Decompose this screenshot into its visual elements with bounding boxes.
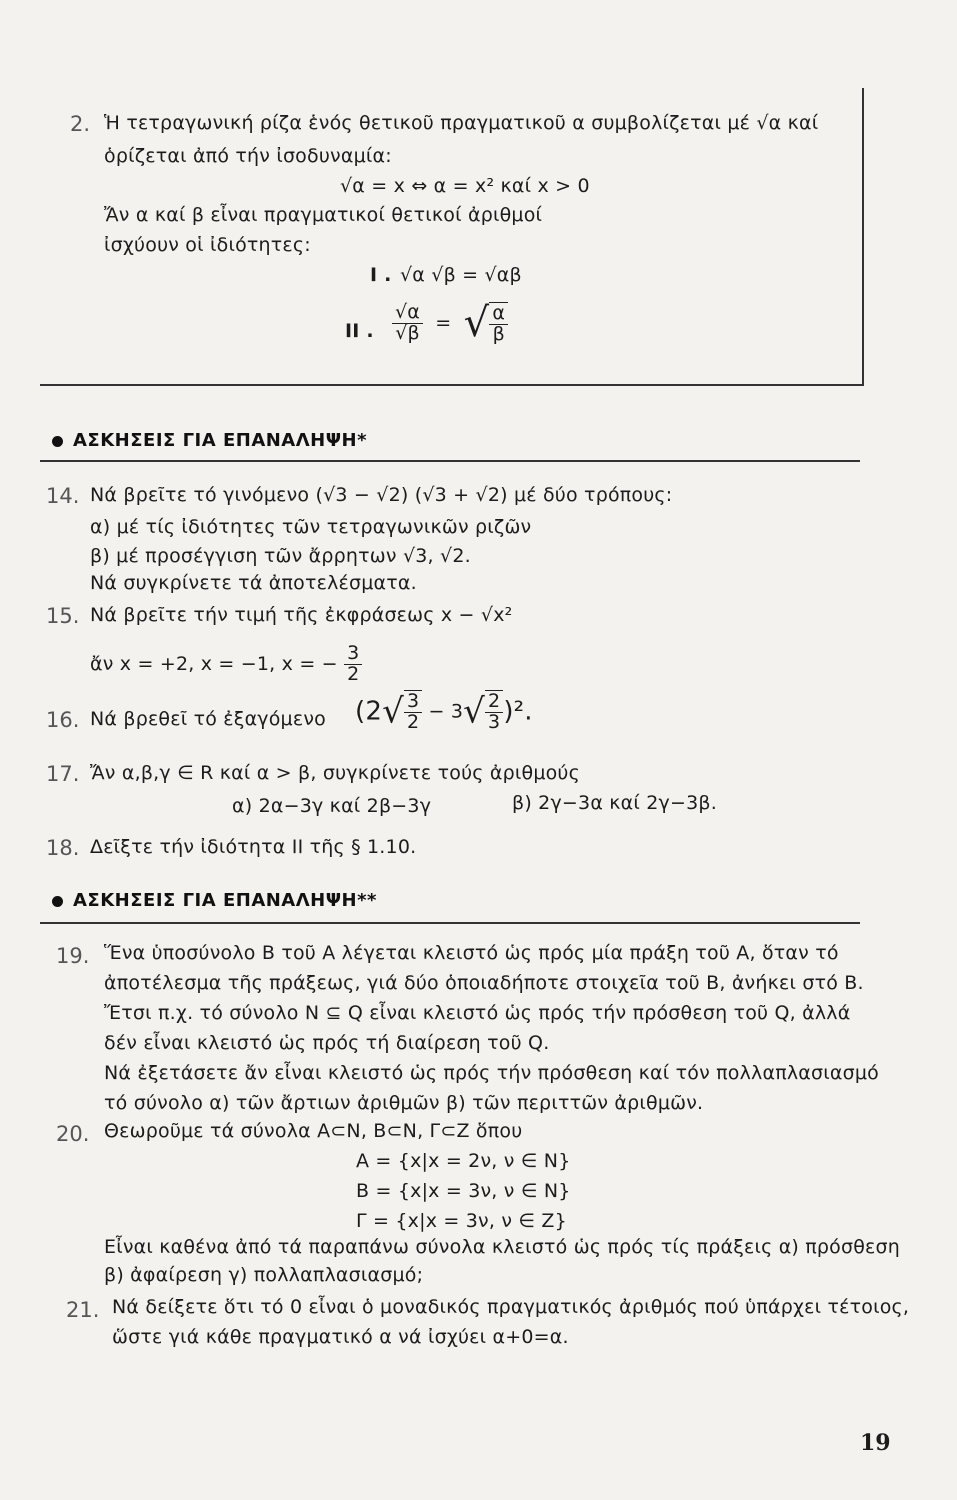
exercise-17-line-1: Ἄν α,β,γ ∈ R καί α > β, συγκρίνετε τούς ἀριθμούς [90,762,580,784]
exercise-19-line-2: ἀποτέλεσμα τῆς πράξεως, γιά δύο ὁποιαδήποτε στοιχεῖα τοῦ Β, ἀνήκει στό Β. [104,972,864,994]
exercise-16-expression [355,690,533,733]
exercise-21-line-1: Νά δείξετε ὅτι τό 0 εἶναι ὁ μοναδικός πραγματικός ἀριθμός πού ὑπάρχει τέτοιος, [112,1296,910,1318]
box-line-1: Ἡ τετραγωνική ρίζα ἑνός θετικοῦ πραγματικοῦ α συμβολίζεται μέ √α καί [104,112,819,134]
expr-mid: − 3 [428,700,464,723]
exercise-17-line-2b: β) 2γ−3α καί 2γ−3β. [512,792,717,814]
property-2-eq: = [435,311,452,334]
bullet-icon [52,896,63,907]
exercise-15-number: 15. [46,604,80,628]
expr-f2-num: 2 [485,692,503,713]
box-equivalence: √α = x ⇔ α = x² καί x > 0 [340,175,590,197]
exercise-14-line-3: β) μέ προσέγγιση τῶν ἄρρητων √3, √2. [90,545,471,567]
property-2 [392,300,508,346]
property-2-lhs-num: √α [392,303,423,324]
expr-f1-den: 2 [406,710,420,733]
section-1-heading [52,430,367,451]
exercise-16-number: 16. [46,708,80,732]
property-2-rhs-den: β [492,322,505,345]
exercise-15-frac-den: 2 [347,662,360,685]
exercise-21-number: 21. [66,1298,100,1322]
section-1-title: ΑΣΚΗΣΕΙΣ ΓΙΑ ΕΠΑΝΑΛΗΨΗ* [73,430,368,451]
exercise-15-frac-num: 3 [344,644,362,665]
box-line-2: ὁρίζεται ἀπό τήν ἰσοδυναμία: [104,145,392,167]
exercise-16-text: Νά βρεθεῖ τό ἐξαγόμενο [90,708,326,730]
expr-open: (2 [355,696,383,727]
exercise-17-number: 17. [46,762,80,786]
box-right-tick [862,88,864,96]
expr-fraction-1 [404,690,422,733]
exercise-20-number: 20. [56,1122,90,1146]
exercise-14-line-4: Νά συγκρίνετε τά ἀποτελέσματα. [90,572,417,594]
set-b: Β = {x|x = 3ν, ν ∈ Ν} [356,1180,571,1202]
property-2-lhs [392,300,423,344]
exercise-17-line-2a: α) 2α−3γ καί 2β−3γ [232,795,432,817]
section-2-title: ΑΣΚΗΣΕΙΣ ΓΙΑ ΕΠΑΝΑΛΗΨΗ** [73,890,377,911]
radical-sign: √ [463,691,486,732]
exercise-19-line-5: Νά ἐξετάσετε ἄν εἶναι κλειστό ὡς πρός τήν πρόσθεση καί τόν πολλαπλασιασμό [104,1062,879,1084]
exercise-15-line-2 [90,644,362,685]
bullet-icon [52,436,63,447]
exercise-20-line-2: Εἶναι καθένα ἀπό τά παραπάνω σύνολα κλειστό ὡς πρός τίς πράξεις α) πρόσθεση [104,1236,901,1258]
property-1-label: Ι . [370,264,392,286]
property-2-lhs-den: √β [395,321,420,344]
exercise-14-number: 14. [46,484,80,508]
radical-sign: √ [463,300,490,346]
exercise-19-number: 19. [56,944,90,968]
exercise-19-line-4: δέν εἶναι κλειστό ὡς πρός τή διαίρεση τοῦ Q. [104,1032,550,1054]
page-number: 19 [860,1430,891,1456]
exercise-20-line-3: β) ἀφαίρεση γ) πολλαπλασιασμό; [104,1264,424,1286]
box-line-3: Ἄν α καί β εἶναι πραγματικοί θετικοί ἀριθμοί [104,204,543,226]
expr-fraction-2 [485,690,503,733]
box-number: 2. [70,112,91,136]
exercise-18-number: 18. [46,836,80,860]
exercise-15-values: ἄν x = +2, x = −1, x = − [90,652,338,675]
exercise-21-line-2: ὥστε γιά κάθε πραγματικό α νά ἰσχύει α+0=α. [112,1326,569,1348]
section-2-rule [40,922,860,924]
box-line-4: ἰσχύουν οἱ ἰδιότητες: [104,234,311,256]
exercise-19-line-6: τό σύνολο α) τῶν ἄρτιων ἀριθμῶν β) τῶν περιττῶν ἀριθμῶν. [104,1092,704,1114]
property-1: √α √β = √αβ [400,264,522,286]
box-bottom-rule [40,384,864,386]
property-2-rhs-num: α [489,304,508,325]
exercise-15-fraction [344,644,362,685]
set-a: Α = {x|x = 2ν, ν ∈ Ν} [356,1150,571,1172]
expr-close: )². [503,696,533,727]
property-2-rhs [489,302,508,345]
expr-f1-num: 3 [404,692,422,713]
section-1-rule [40,460,860,462]
exercise-14-line-2: α) μέ τίς ἰδιότητες τῶν τετραγωνικῶν ριζῶν [90,516,532,538]
section-2-heading [52,890,377,911]
exercise-15-line-1: Νά βρεῖτε τήν τιμή τῆς ἐκφράσεως x − √x² [90,604,513,626]
radical-sign: √ [382,691,404,732]
expr-f2-den: 3 [488,710,501,733]
exercise-20-line-1: Θεωροῦμε τά σύνολα Α⊂Ν, Β⊂Ν, Γ⊂Ζ ὅπου [104,1120,523,1142]
exercise-19-line-3: Ἔτσι π.χ. τό σύνολο Ν ⊆ Q εἶναι κλειστό ὡς πρός τήν πρόσθεση τοῦ Q, ἀλλά [104,1002,851,1024]
property-2-label: ΙΙ . [345,320,374,342]
set-g: Γ = {x|x = 3ν, ν ∈ Ζ} [356,1210,567,1232]
exercise-18-line-1: Δεῖξτε τήν ἰδιότητα ΙΙ τῆς § 1.10. [90,836,417,858]
exercise-14-line-1: Νά βρεῖτε τό γινόμενο (√3 − √2) (√3 + √2) μέ δύο τρόπους: [90,484,673,506]
exercise-19-line-1: Ἕνα ὑποσύνολο Β τοῦ Α λέγεται κλειστό ὡς πρός μία πράξη τοῦ Α, ὅταν τό [104,942,839,964]
